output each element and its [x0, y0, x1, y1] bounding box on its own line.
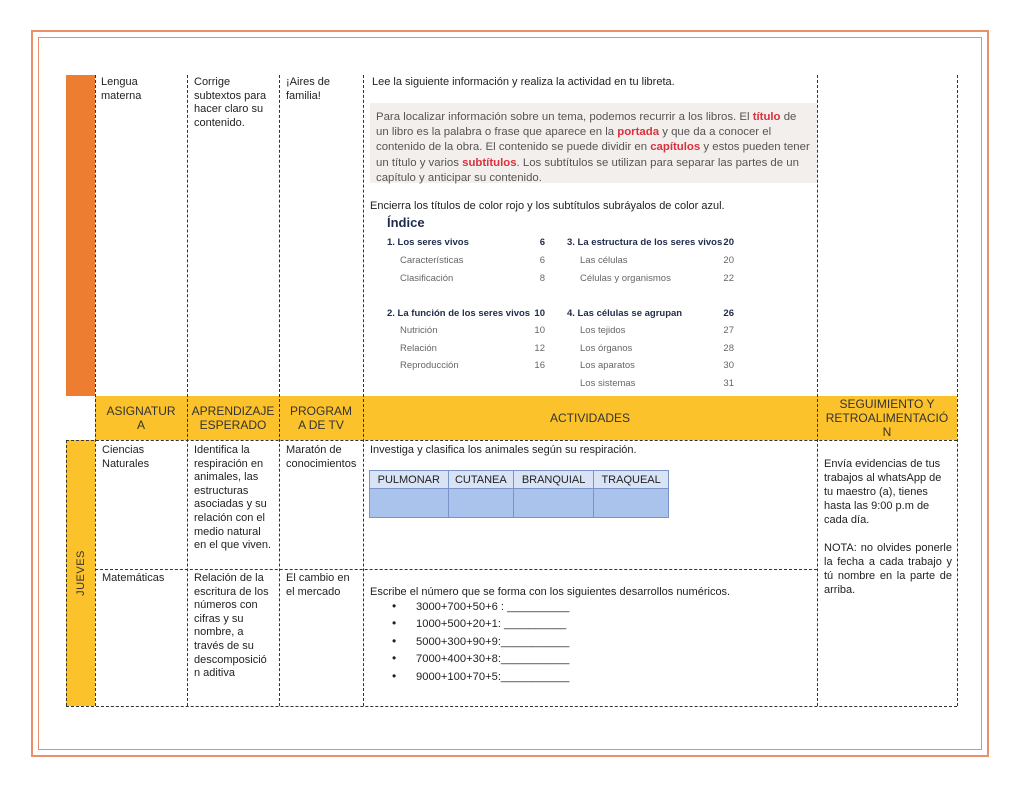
info-note: Para localizar información sobre un tema, podemos recurrir a los libros. El título de un libro es la palabra o frase que aparece en la portada y que da a conocer el contenido de la obra. El contenido se puede dividir en capítulos y estos pueden tener un título y varios subtítulos. Los subtítulos se utilizan para separar las partes de un capítulo y anticipar su contenido. [370, 103, 817, 183]
index-page: 10 [534, 308, 545, 319]
index-chapter: 4. Las células se agrupan [567, 308, 683, 319]
activity-matematicas: Escribe el número que se forma con los siguientes desarrollos numéricos. [370, 586, 731, 598]
index-title: Índice [387, 215, 425, 230]
index-page: 27 [723, 325, 734, 336]
table-header: BRANQUIAL [514, 471, 594, 489]
index-page: 31 [723, 378, 734, 389]
program-matematicas: El cambio en el mercado [286, 572, 350, 598]
followup-evidence: Envía evidencias de tus trabajos al whatsApp de tu maestro (a), tienes hasta las 9:00 p.m de cada día. [824, 458, 942, 526]
index-page: 16 [534, 360, 545, 371]
index-subtitle: Características [400, 255, 464, 266]
table-cell[interactable] [514, 489, 594, 518]
subject-lengua: Lengua materna [101, 76, 142, 102]
list-item: • 1000+500+20+1: __________ [392, 615, 569, 632]
program-ciencias: Maratón de conocimientos [286, 444, 357, 470]
index-page: 22 [723, 273, 734, 284]
expansion-list [392, 598, 569, 685]
day-label: JUEVES [74, 550, 87, 596]
index-page: 10 [534, 325, 545, 336]
table-header: PULMONAR [370, 471, 449, 489]
grid-line [279, 75, 280, 706]
keyword-portada: portada [617, 126, 660, 139]
grid-line [363, 75, 364, 706]
index-subtitle: Los sistemas [580, 378, 636, 389]
keyword-subtitulos: subtítulos [462, 156, 517, 169]
index-page: 26 [723, 308, 734, 319]
index-subtitle: Los tejidos [580, 325, 626, 336]
header-followup: SEGUIMIENTO Y RETROALIMENTACIÓ N [817, 396, 957, 440]
followup-note: NOTA: no olvides ponerle la fecha a cada trabajo y tú nombre en la parte de arriba. [824, 542, 952, 596]
keyword-titulo: título [752, 111, 781, 123]
list-item: • 7000+400+30+8:___________ [392, 650, 569, 667]
index-subtitle: Células y organismos [580, 273, 671, 284]
grid-line [66, 440, 957, 441]
followup-text [824, 457, 952, 597]
index-page: 28 [723, 343, 734, 354]
table-cell[interactable] [370, 489, 449, 518]
list-item: • 5000+300+90+9:___________ [392, 633, 569, 650]
index-subtitle: Los órganos [580, 343, 633, 354]
header-activities: ACTIVIDADES [363, 396, 817, 440]
learning-lengua: Corrige subtextos para hacer claro su contenido. [194, 76, 267, 129]
table-header: CUTANEA [448, 471, 513, 489]
index-instruction: Encierra los títulos de color rojo y los subtítulos subráyalos de color azul. [370, 200, 725, 212]
index-page: 8 [539, 273, 545, 284]
keyword-capitulos: capítulos [650, 141, 701, 154]
index-subtitle: Reproducción [400, 360, 459, 371]
learning-matematicas: Relación de la escritura de los números con cifras y su nombre, a través de su descomposició n aditiva [194, 572, 269, 680]
index-subtitle: Relación [400, 343, 437, 354]
subject-matematicas: Matemáticas [102, 572, 165, 584]
grid-line [66, 440, 67, 706]
index-subtitle: Nutrición [400, 325, 438, 336]
index-page: 12 [534, 343, 545, 354]
index-page: 20 [723, 237, 734, 248]
list-item: • 9000+100+70+5:___________ [392, 668, 569, 685]
grid-line [95, 75, 96, 706]
index-chapter: 2. La función de los seres vivos [387, 308, 531, 319]
index-page: 30 [723, 360, 734, 371]
side-strip-top [66, 75, 95, 396]
index-chapter: 1. Los seres vivos [387, 237, 469, 248]
program-lengua: ¡Aires de familia! [286, 76, 331, 102]
learning-ciencias: Identifica la respiración en animales, las estructuras asociadas y su relación con el medio natural en el que viven. [194, 444, 272, 552]
grid-line [957, 75, 958, 706]
subject-ciencias: Ciencias Naturales [102, 444, 150, 470]
index-page: 6 [539, 255, 545, 266]
index-subtitle: Las células [580, 255, 628, 266]
activity-intro: Lee la siguiente información y realiza la actividad en tu libreta. [372, 76, 675, 88]
index-page: 6 [539, 237, 545, 248]
table-header: TRAQUEAL [594, 471, 669, 489]
grid-line [817, 75, 818, 706]
header-subject: ASIGNATUR A [95, 396, 187, 440]
table-cell[interactable] [594, 489, 669, 518]
index-subtitle: Clasificación [400, 273, 454, 284]
list-item: • 3000+700+50+6 : __________ [392, 598, 569, 615]
header-learning: APRENDIZAJE ESPERADO [187, 396, 279, 440]
index-chapter: 3. La estructura de los seres vivos [567, 237, 723, 248]
respiration-table [369, 470, 669, 518]
index-subtitle: Los aparatos [580, 360, 635, 371]
activity-ciencias: Investiga y clasifica los animales según su respiración. [370, 444, 637, 456]
header-program: PROGRAM A DE TV [279, 396, 363, 440]
table-cell[interactable] [448, 489, 513, 518]
index-page: 20 [723, 255, 734, 266]
grid-line [66, 706, 957, 707]
